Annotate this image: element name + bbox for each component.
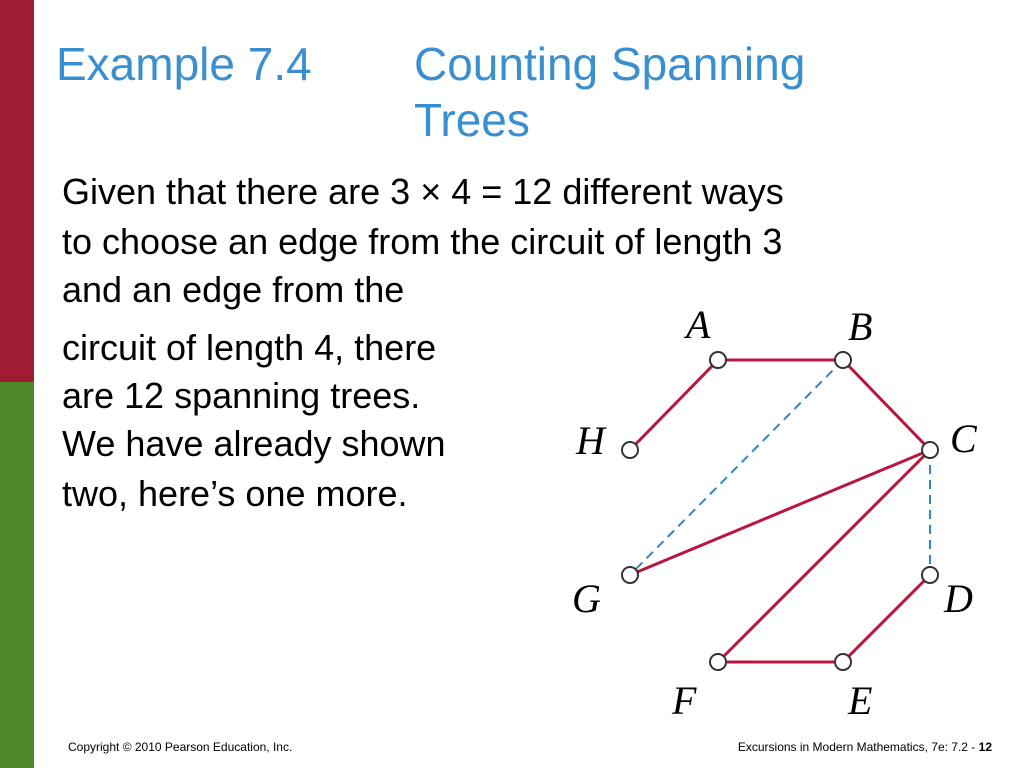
- tree-edge-h-a: [630, 360, 718, 450]
- vertex-f: [710, 654, 726, 670]
- vertex-b: [835, 352, 851, 368]
- non-tree-edge-b-g: [630, 360, 843, 575]
- vertex-label-c: C: [950, 416, 977, 461]
- footer-book-reference: [738, 740, 992, 754]
- tree-edge-c-g: [630, 450, 930, 575]
- body-line-3: and an edge from the: [62, 269, 405, 310]
- graph-vertex-labels: [572, 302, 978, 723]
- vertex-e: [835, 654, 851, 670]
- accent-bar-bottom: [0, 382, 34, 768]
- tree-edge-e-d: [843, 575, 930, 662]
- tree-edge-b-c: [843, 360, 930, 450]
- body-line-6: We have already shown: [62, 423, 446, 464]
- page-title: Counting Spanning Trees: [414, 38, 806, 146]
- vertex-label-a: A: [686, 302, 711, 347]
- vertex-label-d: D: [944, 576, 973, 621]
- page-number: 12: [978, 740, 992, 754]
- body-line-2: to choose an edge from the circuit of length 3: [62, 221, 783, 262]
- accent-bar-top: [0, 0, 34, 382]
- footer-book-title: Excursions in Modern Mathematics, 7e: 7.2 -: [737, 740, 979, 754]
- vertex-g: [622, 567, 638, 583]
- vertex-c: [922, 442, 938, 458]
- tree-edge-c-f: [718, 450, 930, 662]
- spanning-tree-graph: [560, 290, 1000, 730]
- vertex-d: [922, 567, 938, 583]
- body-line-5: are 12 spanning trees.: [62, 375, 421, 416]
- body-line-7: two, here’s one more.: [62, 473, 408, 514]
- vertex-h: [622, 442, 638, 458]
- vertex-label-f: F: [672, 678, 697, 723]
- title-example-label: Example 7.4: [56, 38, 312, 90]
- body-line-4: circuit of length 4, there: [62, 327, 437, 368]
- vertex-label-e: E: [848, 678, 873, 723]
- footer-copyright: Copyright © 2010 Pearson Education, Inc.: [68, 740, 293, 754]
- vertex-label-h: H: [576, 418, 605, 463]
- graph-edges: [630, 360, 930, 662]
- body-line-1: Given that there are 3 × 4 = 12 different ways: [62, 171, 784, 212]
- vertex-label-b: B: [848, 304, 873, 349]
- vertex-a: [710, 352, 726, 368]
- vertex-label-g: G: [572, 576, 601, 621]
